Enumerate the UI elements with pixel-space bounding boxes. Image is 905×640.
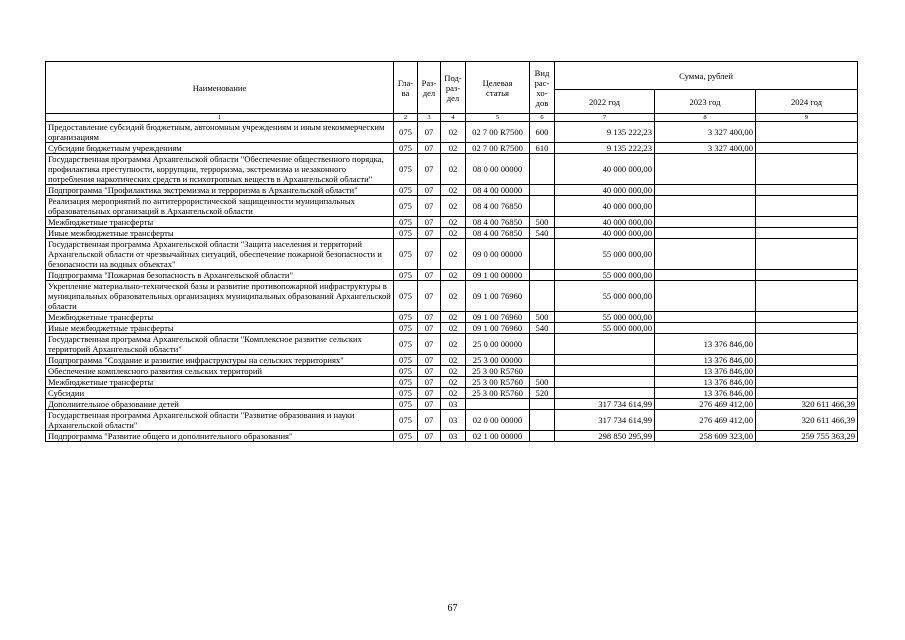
cell-sum-2023 bbox=[655, 196, 756, 217]
cell-sum-2024: 320 611 466,39 bbox=[756, 399, 858, 410]
cell-glava: 075 bbox=[394, 366, 418, 377]
cell-sum-2023: 13 376 846,00 bbox=[655, 388, 756, 399]
cell-name: Иные межбюджетные трансферты bbox=[46, 323, 394, 334]
cell-sum-2023 bbox=[655, 185, 756, 196]
table-row bbox=[46, 388, 858, 399]
cell-vid-rashodov bbox=[530, 431, 555, 442]
table-row bbox=[46, 217, 858, 228]
cell-razdel: 07 bbox=[418, 355, 441, 366]
cell-glava: 075 bbox=[394, 185, 418, 196]
cell-sum-2023 bbox=[655, 323, 756, 334]
cell-name: Субсидии бюджетным учреждениям bbox=[46, 143, 394, 154]
cell-vid-rashodov: 500 bbox=[530, 312, 555, 323]
cell-sum-2022: 40 000 000,00 bbox=[555, 185, 655, 196]
cell-name: Государственная программа Архангельской области "Комплексное развитие сельских территорий Архангельской области" bbox=[46, 334, 394, 355]
cell-podrazdel: 02 bbox=[441, 228, 466, 239]
table-row bbox=[46, 377, 858, 388]
table-row bbox=[46, 323, 858, 334]
cell-podrazdel: 02 bbox=[441, 270, 466, 281]
cell-sum-2022 bbox=[555, 388, 655, 399]
column-number-row bbox=[46, 114, 858, 122]
cell-name: Подпрограмма "Развитие общего и дополнительного образования" bbox=[46, 431, 394, 442]
cell-celevaya-statya: 25 0 00 00000 bbox=[466, 334, 530, 355]
cell-sum-2022: 55 000 000,00 bbox=[555, 312, 655, 323]
cell-celevaya-statya: 02 1 00 00000 bbox=[466, 431, 530, 442]
cell-podrazdel: 02 bbox=[441, 217, 466, 228]
cell-sum-2023 bbox=[655, 154, 756, 185]
cell-vid-rashodov bbox=[530, 154, 555, 185]
cell-podrazdel: 02 bbox=[441, 377, 466, 388]
cell-celevaya-statya: 09 1 00 00000 bbox=[466, 270, 530, 281]
cell-sum-2023 bbox=[655, 270, 756, 281]
cell-celevaya-statya: 08 4 00 76850 bbox=[466, 196, 530, 217]
cell-sum-2022: 55 000 000,00 bbox=[555, 239, 655, 270]
cell-sum-2024 bbox=[756, 377, 858, 388]
page-number: 67 bbox=[447, 603, 458, 614]
cell-sum-2024 bbox=[756, 196, 858, 217]
cell-podrazdel: 02 bbox=[441, 154, 466, 185]
table-row bbox=[46, 228, 858, 239]
cell-sum-2022: 317 734 614,99 bbox=[555, 399, 655, 410]
cell-glava: 075 bbox=[394, 377, 418, 388]
header-razdel: Раз- дел bbox=[418, 62, 441, 114]
cell-name: Межбюджетные трансферты bbox=[46, 312, 394, 323]
column-number: 2 bbox=[394, 114, 418, 122]
cell-sum-2024 bbox=[756, 270, 858, 281]
cell-vid-rashodov: 600 bbox=[530, 122, 555, 143]
cell-razdel: 07 bbox=[418, 228, 441, 239]
cell-sum-2023: 258 609 323,00 bbox=[655, 431, 756, 442]
cell-razdel: 07 bbox=[418, 217, 441, 228]
table-row bbox=[46, 366, 858, 377]
cell-razdel: 07 bbox=[418, 388, 441, 399]
column-number: 3 bbox=[418, 114, 441, 122]
cell-podrazdel: 02 bbox=[441, 312, 466, 323]
header-name: Наименование bbox=[46, 62, 394, 114]
cell-razdel: 07 bbox=[418, 239, 441, 270]
cell-sum-2024 bbox=[756, 334, 858, 355]
cell-sum-2022 bbox=[555, 334, 655, 355]
cell-razdel: 07 bbox=[418, 185, 441, 196]
column-number: 9 bbox=[756, 114, 858, 122]
header-year-2024: 2024 год bbox=[756, 90, 858, 114]
cell-celevaya-statya: 02 7 00 R7500 bbox=[466, 143, 530, 154]
cell-vid-rashodov: 540 bbox=[530, 323, 555, 334]
cell-celevaya-statya: 08 4 00 76850 bbox=[466, 217, 530, 228]
cell-glava: 075 bbox=[394, 410, 418, 431]
cell-sum-2024 bbox=[756, 122, 858, 143]
cell-glava: 075 bbox=[394, 431, 418, 442]
cell-celevaya-statya bbox=[466, 399, 530, 410]
cell-vid-rashodov bbox=[530, 366, 555, 377]
cell-podrazdel: 02 bbox=[441, 239, 466, 270]
cell-sum-2023: 276 469 412,00 bbox=[655, 410, 756, 431]
column-number: 4 bbox=[441, 114, 466, 122]
cell-podrazdel: 02 bbox=[441, 196, 466, 217]
cell-sum-2024: 320 611 466,39 bbox=[756, 410, 858, 431]
cell-name: Обеспечение комплексного развития сельских территорий bbox=[46, 366, 394, 377]
cell-sum-2023: 13 376 846,00 bbox=[655, 334, 756, 355]
cell-vid-rashodov bbox=[530, 185, 555, 196]
cell-sum-2023: 276 469 412,00 bbox=[655, 399, 756, 410]
cell-sum-2024 bbox=[756, 154, 858, 185]
table-row bbox=[46, 239, 858, 270]
table-row bbox=[46, 410, 858, 431]
column-number: 1 bbox=[46, 114, 394, 122]
cell-sum-2023 bbox=[655, 239, 756, 270]
cell-podrazdel: 03 bbox=[441, 410, 466, 431]
cell-podrazdel: 02 bbox=[441, 355, 466, 366]
cell-razdel: 07 bbox=[418, 323, 441, 334]
cell-podrazdel: 03 bbox=[441, 399, 466, 410]
cell-sum-2024 bbox=[756, 366, 858, 377]
cell-razdel: 07 bbox=[418, 196, 441, 217]
column-number: 8 bbox=[655, 114, 756, 122]
cell-vid-rashodov bbox=[530, 239, 555, 270]
column-number: 6 bbox=[530, 114, 555, 122]
cell-celevaya-statya: 09 1 00 76960 bbox=[466, 312, 530, 323]
header-podrazdel: Под- раз- дел bbox=[441, 62, 466, 114]
cell-sum-2022: 9 135 222,23 bbox=[555, 143, 655, 154]
cell-vid-rashodov: 500 bbox=[530, 377, 555, 388]
cell-sum-2023: 3 327 400,00 bbox=[655, 122, 756, 143]
header-vid-rashodov: Вид рас- хо- дов bbox=[530, 62, 555, 114]
cell-podrazdel: 02 bbox=[441, 281, 466, 312]
cell-podrazdel: 02 bbox=[441, 185, 466, 196]
cell-vid-rashodov: 540 bbox=[530, 228, 555, 239]
cell-name: Дополнительное образование детей bbox=[46, 399, 394, 410]
cell-sum-2022: 298 850 295,99 bbox=[555, 431, 655, 442]
cell-razdel: 07 bbox=[418, 122, 441, 143]
cell-celevaya-statya: 09 1 00 76960 bbox=[466, 281, 530, 312]
cell-razdel: 07 bbox=[418, 270, 441, 281]
header-glava: Гла- ва bbox=[394, 62, 418, 114]
cell-sum-2023 bbox=[655, 281, 756, 312]
cell-razdel: 07 bbox=[418, 377, 441, 388]
cell-vid-rashodov bbox=[530, 399, 555, 410]
cell-sum-2022: 40 000 000,00 bbox=[555, 228, 655, 239]
cell-sum-2024 bbox=[756, 281, 858, 312]
cell-glava: 075 bbox=[394, 196, 418, 217]
cell-name: Реализация мероприятий по антитеррористической защищенности муниципальных образовательных организаций в Архангельской области bbox=[46, 196, 394, 217]
header-year-2022: 2022 год bbox=[555, 90, 655, 114]
cell-sum-2022: 55 000 000,00 bbox=[555, 281, 655, 312]
cell-sum-2023 bbox=[655, 217, 756, 228]
cell-vid-rashodov bbox=[530, 334, 555, 355]
cell-celevaya-statya: 08 4 00 76850 bbox=[466, 228, 530, 239]
cell-sum-2024 bbox=[756, 185, 858, 196]
cell-podrazdel: 02 bbox=[441, 323, 466, 334]
cell-sum-2024 bbox=[756, 388, 858, 399]
cell-glava: 075 bbox=[394, 399, 418, 410]
cell-sum-2022: 9 135 222,23 bbox=[555, 122, 655, 143]
cell-glava: 075 bbox=[394, 323, 418, 334]
table-row bbox=[46, 122, 858, 143]
cell-sum-2023 bbox=[655, 228, 756, 239]
cell-celevaya-statya: 02 7 00 R7500 bbox=[466, 122, 530, 143]
header-year-2023: 2023 год bbox=[655, 90, 756, 114]
cell-vid-rashodov bbox=[530, 410, 555, 431]
cell-name: Государственная программа Архангельской области "Развитие образования и науки Архангельской области" bbox=[46, 410, 394, 431]
table-row bbox=[46, 143, 858, 154]
cell-vid-rashodov bbox=[530, 270, 555, 281]
cell-sum-2024 bbox=[756, 143, 858, 154]
cell-sum-2023: 3 327 400,00 bbox=[655, 143, 756, 154]
cell-podrazdel: 02 bbox=[441, 366, 466, 377]
header-celevaya-statya: Целевая статья bbox=[466, 62, 530, 114]
cell-glava: 075 bbox=[394, 281, 418, 312]
table-row bbox=[46, 281, 858, 312]
cell-name: Субсидии bbox=[46, 388, 394, 399]
cell-glava: 075 bbox=[394, 228, 418, 239]
cell-sum-2022: 40 000 000,00 bbox=[555, 196, 655, 217]
table-row bbox=[46, 399, 858, 410]
cell-name: Иные межбюджетные трансферты bbox=[46, 228, 394, 239]
column-number: 7 bbox=[555, 114, 655, 122]
cell-name: Межбюджетные трансферты bbox=[46, 217, 394, 228]
cell-name: Предоставление субсидий бюджетным, автономным учреждениям и иным некоммерческим организациям bbox=[46, 122, 394, 143]
cell-podrazdel: 03 bbox=[441, 431, 466, 442]
table-row bbox=[46, 185, 858, 196]
cell-celevaya-statya: 25 3 00 R5760 bbox=[466, 366, 530, 377]
cell-vid-rashodov bbox=[530, 355, 555, 366]
cell-sum-2022: 40 000 000,00 bbox=[555, 217, 655, 228]
cell-sum-2022 bbox=[555, 366, 655, 377]
cell-name: Межбюджетные трансферты bbox=[46, 377, 394, 388]
cell-podrazdel: 02 bbox=[441, 143, 466, 154]
cell-sum-2024 bbox=[756, 355, 858, 366]
cell-razdel: 07 bbox=[418, 399, 441, 410]
cell-podrazdel: 02 bbox=[441, 334, 466, 355]
budget-table bbox=[45, 61, 858, 442]
cell-sum-2022 bbox=[555, 377, 655, 388]
cell-name: Государственная программа Архангельской области "Обеспечение общественного порядка, профилактика преступности, коррупции, терроризма, экстремизма и незаконного потребления наркотических средств и психотропных веществ в Архангельской области" bbox=[46, 154, 394, 185]
cell-razdel: 07 bbox=[418, 366, 441, 377]
cell-glava: 075 bbox=[394, 355, 418, 366]
cell-razdel: 07 bbox=[418, 281, 441, 312]
cell-sum-2023: 13 376 846,00 bbox=[655, 377, 756, 388]
cell-sum-2023 bbox=[655, 312, 756, 323]
cell-glava: 075 bbox=[394, 334, 418, 355]
cell-glava: 075 bbox=[394, 388, 418, 399]
cell-razdel: 07 bbox=[418, 410, 441, 431]
cell-sum-2022: 55 000 000,00 bbox=[555, 270, 655, 281]
cell-celevaya-statya: 02 0 00 00000 bbox=[466, 410, 530, 431]
cell-sum-2022: 40 000 000,00 bbox=[555, 154, 655, 185]
cell-sum-2024 bbox=[756, 239, 858, 270]
table-row bbox=[46, 431, 858, 442]
cell-vid-rashodov bbox=[530, 281, 555, 312]
cell-sum-2024 bbox=[756, 228, 858, 239]
cell-celevaya-statya: 08 0 00 00000 bbox=[466, 154, 530, 185]
cell-sum-2022 bbox=[555, 355, 655, 366]
cell-sum-2024 bbox=[756, 217, 858, 228]
cell-razdel: 07 bbox=[418, 431, 441, 442]
cell-glava: 075 bbox=[394, 270, 418, 281]
table-body bbox=[46, 122, 858, 442]
table-row bbox=[46, 196, 858, 217]
cell-sum-2022: 55 000 000,00 bbox=[555, 323, 655, 334]
header-summa: Сумма, рублей bbox=[555, 62, 858, 90]
cell-celevaya-statya: 25 3 00 R5760 bbox=[466, 377, 530, 388]
cell-sum-2024: 259 755 363,29 bbox=[756, 431, 858, 442]
cell-sum-2024 bbox=[756, 323, 858, 334]
table-row bbox=[46, 355, 858, 366]
column-number: 5 bbox=[466, 114, 530, 122]
cell-sum-2022: 317 734 614,99 bbox=[555, 410, 655, 431]
cell-sum-2024 bbox=[756, 312, 858, 323]
cell-vid-rashodov: 520 bbox=[530, 388, 555, 399]
table-row bbox=[46, 154, 858, 185]
cell-sum-2023: 13 376 846,00 bbox=[655, 366, 756, 377]
cell-razdel: 07 bbox=[418, 312, 441, 323]
cell-razdel: 07 bbox=[418, 154, 441, 185]
cell-glava: 075 bbox=[394, 217, 418, 228]
cell-celevaya-statya: 08 4 00 00000 bbox=[466, 185, 530, 196]
cell-celevaya-statya: 25 3 00 00000 bbox=[466, 355, 530, 366]
cell-vid-rashodov: 500 bbox=[530, 217, 555, 228]
cell-name: Укрепление материально-технической базы и развитие противопожарной инфраструктуры в муниципальных образовательных организациях муниципальных образований Архангельской области bbox=[46, 281, 394, 312]
cell-razdel: 07 bbox=[418, 334, 441, 355]
cell-podrazdel: 02 bbox=[441, 122, 466, 143]
cell-glava: 075 bbox=[394, 143, 418, 154]
cell-sum-2023: 13 376 846,00 bbox=[655, 355, 756, 366]
cell-celevaya-statya: 09 0 00 00000 bbox=[466, 239, 530, 270]
cell-name: Подпрограмма "Пожарная безопасность в Архангельской области" bbox=[46, 270, 394, 281]
cell-celevaya-statya: 25 3 00 R5760 bbox=[466, 388, 530, 399]
cell-glava: 075 bbox=[394, 154, 418, 185]
cell-name: Подпрограмма "Создание и развитие инфраструктуры на сельских территориях" bbox=[46, 355, 394, 366]
cell-name: Государственная программа Архангельской области "Защита населения и территорий Архангельской области от чрезвычайных ситуаций, обеспечение пожарной безопасности и безопасности на водных объектах" bbox=[46, 239, 394, 270]
table-row bbox=[46, 312, 858, 323]
table-row bbox=[46, 334, 858, 355]
table-row bbox=[46, 270, 858, 281]
cell-glava: 075 bbox=[394, 312, 418, 323]
cell-vid-rashodov bbox=[530, 196, 555, 217]
cell-glava: 075 bbox=[394, 122, 418, 143]
cell-podrazdel: 02 bbox=[441, 388, 466, 399]
cell-name: Подпрограмма "Профилактика экстремизма и терроризма в Архангельской области" bbox=[46, 185, 394, 196]
cell-razdel: 07 bbox=[418, 143, 441, 154]
cell-vid-rashodov: 610 bbox=[530, 143, 555, 154]
cell-celevaya-statya: 09 1 00 76960 bbox=[466, 323, 530, 334]
cell-glava: 075 bbox=[394, 239, 418, 270]
